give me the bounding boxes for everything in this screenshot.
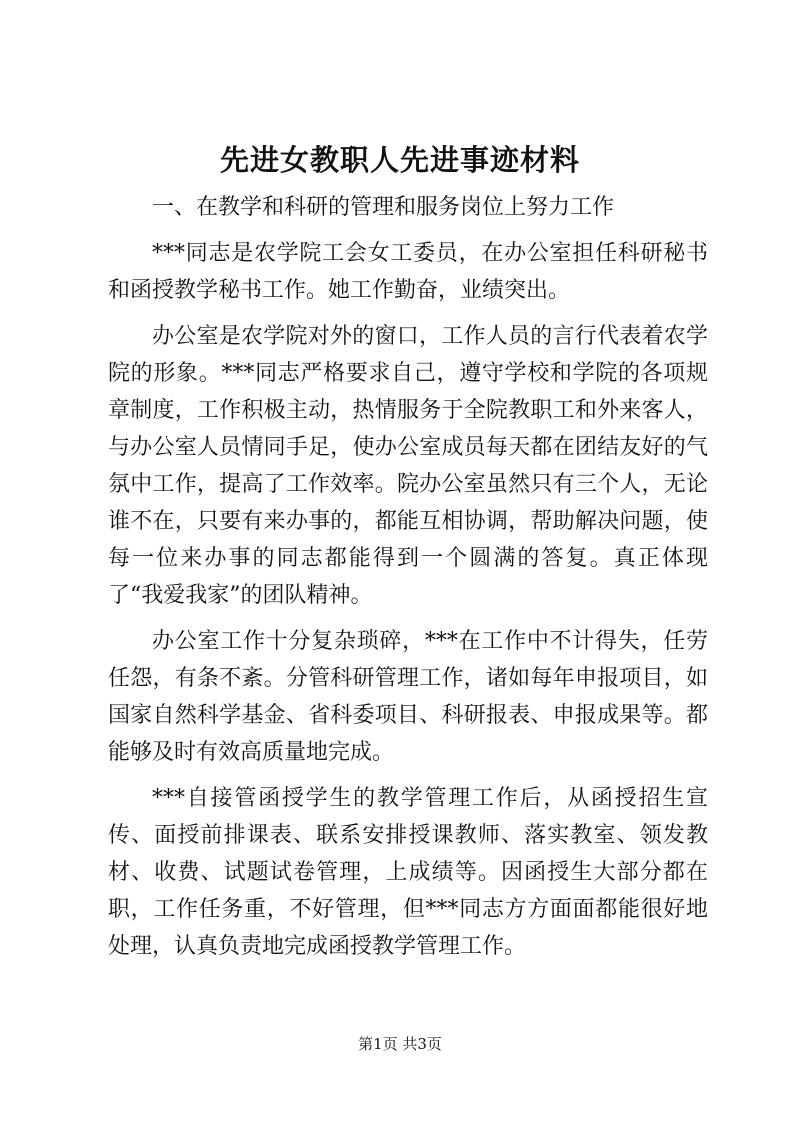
section-heading: 一、在教学和科研的管理和服务岗位上努力工作 <box>152 195 615 220</box>
document-body <box>108 189 708 974</box>
paragraph-2: 办公室是农学院对外的窗口，工作人员的言行代表着农学院的形象。***同志严格要求自己，遵守学校和学院的各项规章制度，工作积极主动，热情服务于全院教职工和外来客人，与办公室人员情同手足，使办公室成员每天都在团结友好的气氛中工作，提高了工作效率。院办公室虽然只有三个人，无论谁不在，只要有来办事的，都能互相协调，帮助解决问题，使每一位来办事的同志都能得到一个圆满的答复。真正体现了“我爱我家”的团队精神。 <box>108 324 708 608</box>
document-title: 先进女教职人先进事迹材料 <box>219 143 580 177</box>
paragraph-1: ***同志是农学院工会女工委员，在办公室担任科研秘书和函授教学秘书工作。她工作勤奋，业绩突出。 <box>108 241 708 303</box>
page-number-footer: 第1页 共3页 <box>358 1035 442 1053</box>
paragraph-4: ***自接管函授学生的教学管理工作后，从函授招生宣传、面授前排课表、联系安排授课教师、落实教室、领发教材、收费、试题试卷管理，上成绩等。因函授生大部分都在职，工作任务重，不好管理，但***同志方方面面都能很好地处理，认真负责地完成函授教学管理工作。 <box>108 786 708 959</box>
paragraph-3: 办公室工作十分复杂琐碎，***在工作中不计得失，任劳任怨，有条不紊。分管科研管理工作，诸如每年申报项目，如国家自然科学基金、省科委项目、科研报表、申报成果等。都能够及时有效高质量地完成。 <box>108 629 708 765</box>
